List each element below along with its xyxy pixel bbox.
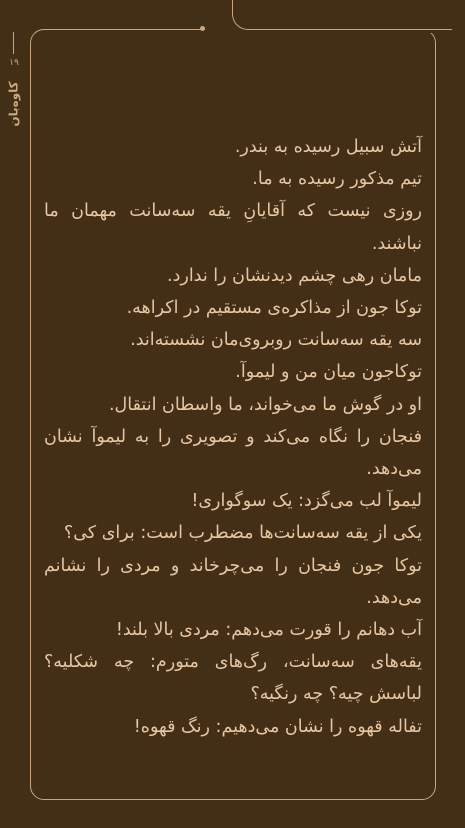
- story-line: سه یقه سه‌سانت روبروی‌مان نشسته‌اند.: [130, 330, 422, 351]
- story-line: تفاله قهوه را نشان می‌دهیم: رنگ قهوه!: [133, 716, 422, 737]
- page-number: ۱۹: [9, 58, 19, 68]
- story-line: مامان رهی چشم دیدنشان را ندارد.: [167, 265, 422, 286]
- story-line: او در گوش ما می‌خواند، ما واسطان انتقال.: [108, 394, 422, 415]
- magazine-logo: [6, 74, 22, 134]
- story-line: لیموآ لب می‌گزد: یک سوگواری!: [191, 491, 422, 512]
- story-line: آب دهانم را قورت می‌دهم: مردی بالا بلند!: [115, 620, 422, 641]
- story-text: [44, 131, 422, 743]
- story-line: آتش سبیل رسیده به بندر.: [234, 137, 422, 157]
- story-line: توکاجون میان من و لیموآ.: [235, 362, 422, 383]
- story-line: تیم مذکور رسیده به ما.: [252, 169, 422, 190]
- story-line: فنجان را نگاه می‌کند و تصویری را به لیموآ نشان می‌دهد.: [44, 426, 422, 480]
- story-line: روزی نیست که آقایانِ یقه سه‌سانت مهمان ما نباشند.: [44, 201, 422, 254]
- top-notch-border: [232, 0, 452, 30]
- story-line: توکا جون از مذاکره‌ی مستقیم در اکراهه.: [126, 298, 422, 319]
- story-line: توکا جون فنجان را می‌چرخاند و مردی را نشانم می‌دهد.: [44, 555, 422, 608]
- side-rail: [6, 32, 22, 142]
- story-line: یکی از یقه سه‌سانت‌ها مضطرب است: برای کی؟: [63, 523, 422, 544]
- rail-line: [13, 32, 14, 54]
- story-line: یقه‌های سه‌سانت، رگ‌های متورم: چه شکلیه؟ لباسش چیه؟ چه رنگیه؟: [44, 652, 422, 705]
- magazine-logo-text: کاوه‌بان: [7, 81, 21, 127]
